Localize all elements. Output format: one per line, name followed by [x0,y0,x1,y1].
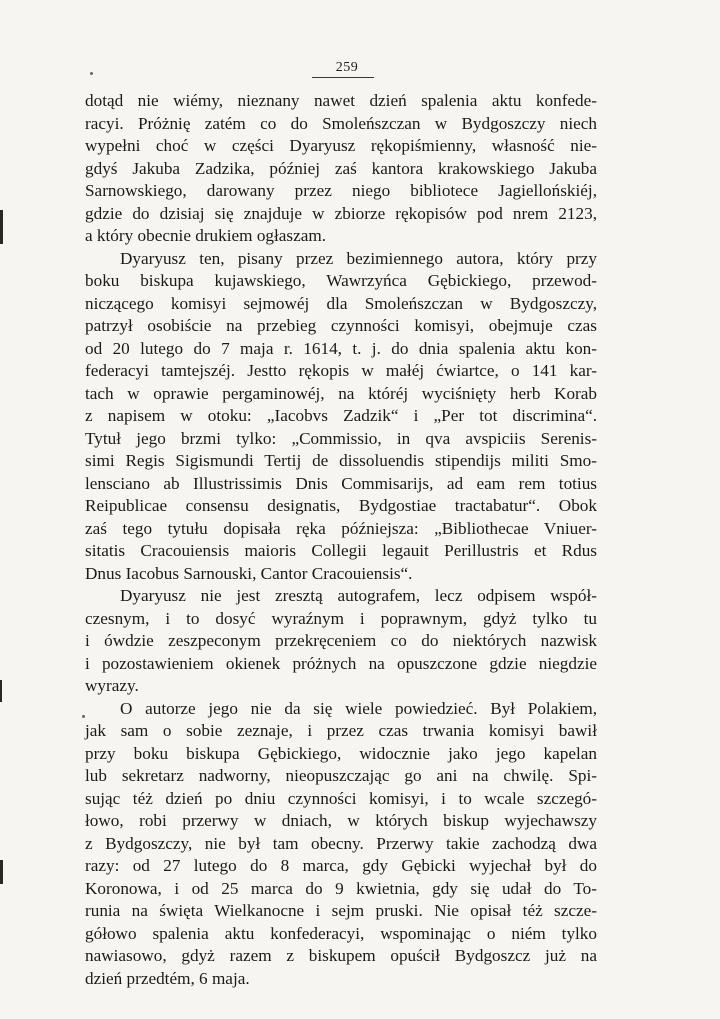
text-line: z Bydgoszczy, nie był tam obecny. Przerwy takie zachodzą dwa [85,833,597,853]
text-line: Sarnowskiego, darowany przez niego bibliotece Jagiellońskiéj, [85,181,597,200]
text-line: racyi. Próżnię zatém co do Smoleńszczan w Bydgoszczy niech [85,113,597,133]
paragraph-first-line: Dyaryusz nie jest zresztą autografem, lecz odpisem współ- [120,586,597,605]
text-line: boku biskupa kujawskiego, Wawrzyńca Gębickiego, przewod- [85,271,597,290]
text-line: sując téż dzień po dniu czynności komisyi, i to wcale szczegó- [85,788,597,808]
text-line: przy boku biskupa Gębickiego, widocznie jako jego kapelan [85,743,597,763]
text-line: runia na święta Wielkanocne i sejm pruski. Nie opisał téż szcze- [85,901,597,920]
header-rule [312,77,374,78]
text-line: zaś tego tytułu dopisała ręka późniejsza: „Bibliothecae Vniuer- [85,518,597,538]
text-line: gdzie do dzisiaj się znajduje w zbiorze rękopisów pod nrem 2123, [85,203,597,223]
text-line: Reipublicae consensu designatis, Bydgostiae tractabatur“. Obok [85,496,597,515]
text-line: i ówdzie zeszpeconym przekręceniem co do niektórych nazwisk [85,631,597,650]
text-line: nawiasowo, gdyż razem z biskupem opuścił Bydgoszcz już na [85,946,597,965]
text-line: patrzył osobiście na przebieg czynności komisyi, obejmuje czas [85,316,597,335]
text-line: jak sam o sobie zeznaje, i przez czas trwania komisyi bawił [85,721,597,740]
text-line: z napisem w otoku: „Iacobvs Zadzik“ i „Per tot discrimina“. [85,406,597,425]
text-line: czesnym, i to dosyć wyraźnym i poprawnym, gdyż tylko tu [85,608,597,628]
text-line: tach w oprawie pergaminowéj, na któréj wyciśnięty herb Korab [85,383,597,403]
margin-mark [0,860,3,884]
margin-mark [0,680,2,702]
text-line: od 20 lutego do 7 maja r. 1614, t. j. do dnia spalenia aktu kon- [85,338,597,358]
text-line: sitatis Cracouiensis maioris Collegii legauit Perillustris et Rdus [85,541,597,560]
text-line: Koronowa, i od 25 marca do 9 kwietnia, gdy się udał do To- [85,878,597,898]
page-number: 259 [335,60,359,75]
text-line: dzień przedtém, 6 maja. [85,968,250,988]
text-line: razy: od 27 lutego do 8 marca, gdy Gębicki wyjechał był do [85,856,597,875]
text-line: gdyś Jakuba Zadzika, później zaś kantora krakowskiego Jakuba [85,158,597,178]
paragraph-first-line: O autorze jego nie da się wiele powiedzieć. Był Polakiem, [120,698,597,718]
text-line: gółowo spalenia aktu konfederacyi, wspominając o niém tylko [85,923,597,943]
margin-mark [0,210,3,244]
text-line: Tytuł jego brzmi tylko: „Commissio, in qva avspiciis Serenis- [85,428,597,448]
body-text [85,90,597,990]
text-line: łowo, robi przerwy w dniach, w których biskup wyjechawszy [85,811,597,830]
text-line: niczącego komisyi sejmowéj dla Smoleńszczan w Bydgoszczy, [85,293,597,313]
text-line: i pozostawieniem okienek próżnych na opuszczone gdzie niegdzie [85,653,597,673]
text-line: wypełni choć w części Dyaryusz rękopiśmienny, własność nie- [85,136,597,155]
text-line: wyrazy. [85,676,139,695]
text-line: Dnus Iacobus Sarnouski, Cantor Cracouiensis“. [85,563,413,583]
text-line: dotąd nie wiémy, nieznany nawet dzień spalenia aktu konfede- [85,91,597,110]
paragraph-first-line: Dyaryusz ten, pisany przez bezimiennego autora, który przy [120,248,597,268]
text-line: federacyi tamtejszéj. Jestto rękopis w małéj ćwiartce, o 141 kar- [85,361,597,380]
text-line: a który obecnie drukiem ogłaszam. [85,226,327,245]
text-line: lensciano ab Illustrissimis Dnis Commisarijs, ad eam rem totius [85,473,597,493]
text-line: simi Regis Sigismundi Tertij de dissoluendis stipendijs militi Smo- [85,451,597,470]
text-line: lub sekretarz nadworny, nieopuszczając go ani na chwilę. Spi- [85,766,597,785]
speck-mark [90,72,93,75]
